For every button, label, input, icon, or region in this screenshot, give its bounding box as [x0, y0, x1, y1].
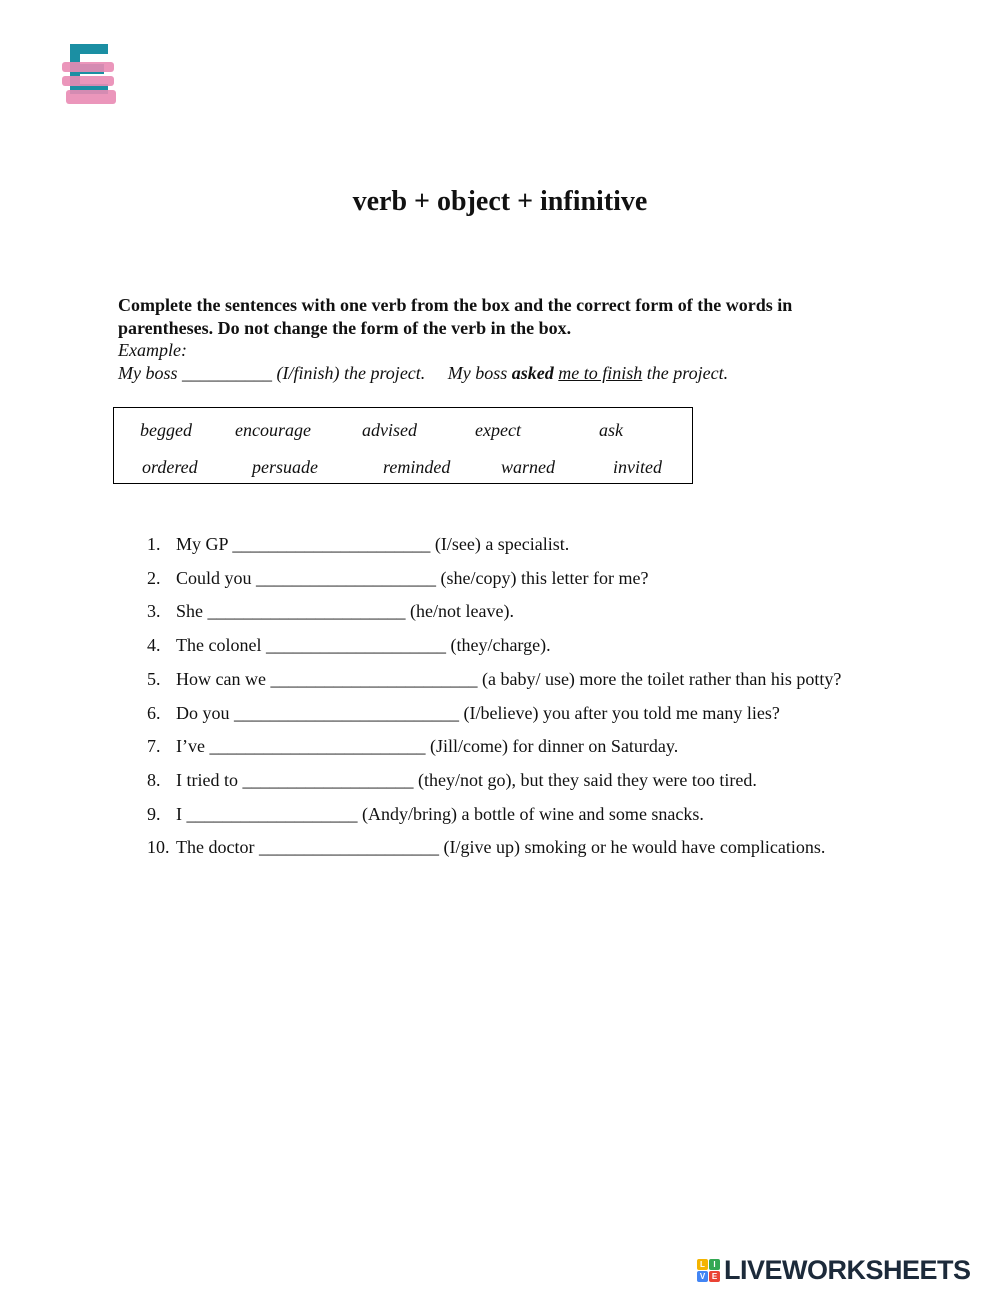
example-answer-object: me to finish	[558, 362, 643, 383]
word-box	[113, 407, 693, 484]
page-title: verb + object + infinitive	[352, 186, 648, 217]
exercise-item: 6. Do you _________________________ (I/believe) you after you told me many lies?	[147, 702, 780, 723]
example-answer-verb: asked	[511, 362, 554, 383]
word-encourage: encourage	[235, 420, 311, 440]
example-prompt: My boss __________ (I/finish) the project.	[118, 362, 426, 383]
example-label: Example:	[118, 340, 187, 360]
exercise-item: 4. The colonel ____________________ (they/charge).	[147, 635, 551, 656]
word-ask: ask	[599, 420, 623, 440]
example-line	[118, 362, 878, 385]
exercise-item: 3. She ______________________ (he/not leave).	[147, 601, 514, 622]
word-invited: invited	[613, 457, 662, 477]
liveworksheets-mark-icon: L I V E	[697, 1259, 720, 1282]
word-begged: begged	[140, 420, 192, 440]
word-warned: warned	[501, 457, 555, 477]
word-reminded: reminded	[383, 457, 451, 477]
exercise-item: 5. How can we _______________________ (a baby/ use) more the toilet rather than his potty?	[147, 668, 842, 689]
liveworksheets-brand: LIVEWORKSHEETS	[724, 1254, 971, 1285]
exercise-item: 8. I tried to ___________________ (they/not go), but they said they were too tired.	[147, 769, 757, 790]
word-ordered: ordered	[142, 457, 198, 477]
word-persuade: persuade	[252, 457, 318, 477]
exercise-item: 1. My GP ______________________ (I/see) a specialist.	[147, 534, 570, 554]
word-expect: expect	[475, 420, 521, 440]
e-letter-logo-icon	[60, 40, 118, 106]
exercise-item: 2. Could you ____________________ (she/copy) this letter for me?	[147, 567, 649, 588]
exercise-list	[147, 528, 867, 865]
instruction-text: Complete the sentences with one verb from the box and the correct form of the words in parentheses. Do not change the form of the verb in the box.	[118, 295, 793, 338]
exercise-item: 7. I’ve ________________________ (Jill/come) for dinner on Saturday.	[147, 736, 679, 757]
example-answer-prefix: My boss	[447, 362, 508, 383]
liveworksheets-logo	[697, 1255, 971, 1285]
exercise-item: 9. I ___________________ (Andy/bring) a bottle of wine and some snacks.	[147, 803, 704, 824]
word-advised: advised	[362, 420, 417, 440]
exercise-item: 10. The doctor ____________________ (I/give up) smoking or he would have complications.	[147, 837, 826, 858]
example-answer-suffix: the project.	[646, 362, 729, 383]
instructions	[118, 294, 878, 384]
